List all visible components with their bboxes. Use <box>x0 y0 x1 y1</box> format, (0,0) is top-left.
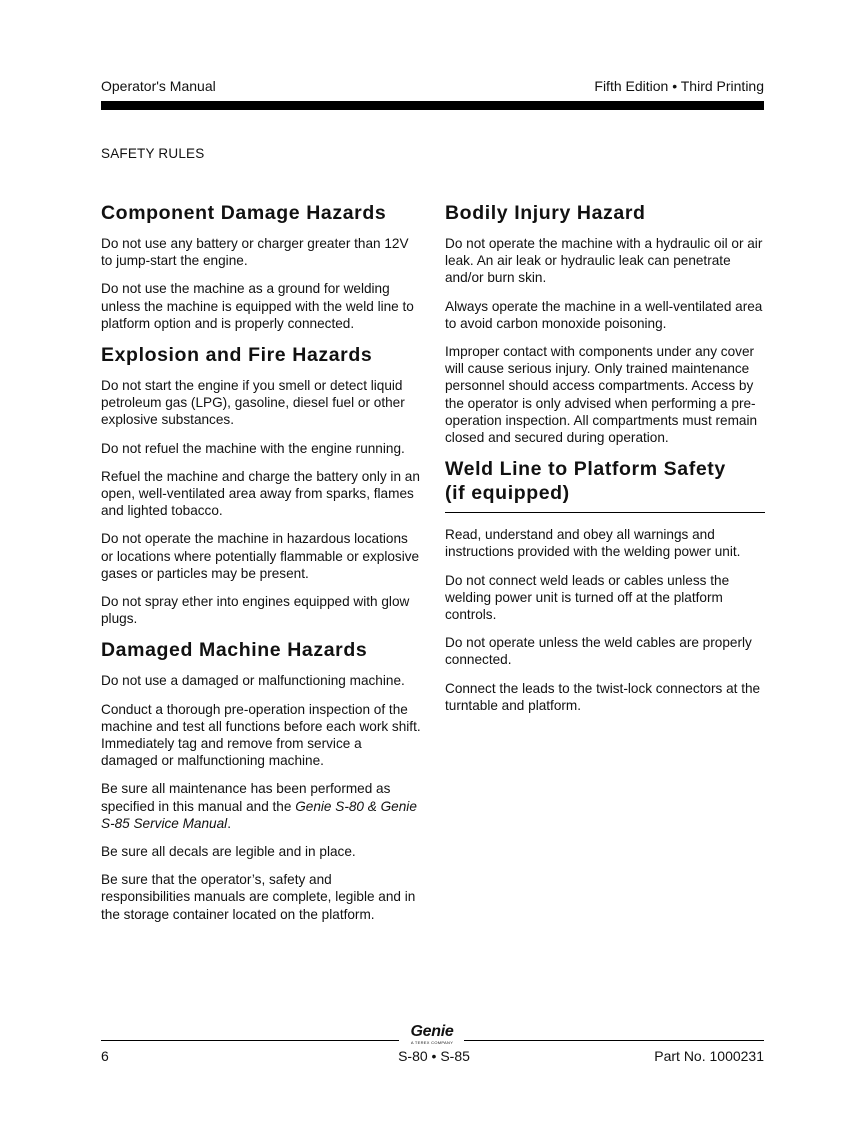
footer-rule-left <box>101 1040 399 1041</box>
weld-line-heading-line2: (if equipped) <box>445 482 570 505</box>
damaged-machine-paragraph: Be sure all decals are legible and in place. <box>101 844 356 860</box>
maintenance-text: Be sure all maintenance has been performed as specified in this manual and the <box>101 781 391 814</box>
damaged-machine-paragraph: Be sure that the operator’s, safety and responsibilities manuals are complete, legible and in the storage container located on the platform. <box>101 872 416 922</box>
genie-logo <box>400 1024 464 1045</box>
left-column <box>101 201 421 934</box>
component-damage-heading: Component Damage Hazards <box>101 202 387 224</box>
explosion-fire-paragraph: Do not operate the machine in hazardous locations or locations where potentially flammable or explosive gases or particles may be present. <box>101 531 420 581</box>
bodily-injury-paragraph: Always operate the machine in a well-ventilated area to avoid carbon monoxide poisoning. <box>445 298 763 331</box>
component-damage-paragraph: Do not use any battery or charger greater than 12V to jump-start the engine. <box>101 236 409 269</box>
page-number: 6 <box>101 1048 109 1064</box>
weld-heading-rule <box>445 512 765 513</box>
header-manual-title: Operator's Manual <box>101 78 216 94</box>
explosion-fire-paragraph: Do not start the engine if you smell or detect liquid petroleum gas (LPG), gasoline, diesel fuel or other explosive substances. <box>101 378 405 428</box>
model-label: S-80 • S-85 <box>398 1048 470 1064</box>
maintenance-text-end: . <box>227 815 231 831</box>
header-rule <box>101 101 764 110</box>
header-edition: Fifth Edition • Third Printing <box>594 78 764 94</box>
footer-rule-right <box>464 1040 764 1041</box>
genie-logo-subtext: A TEREX COMPANY <box>410 1040 454 1045</box>
explosion-fire-paragraph: Do not spray ether into engines equipped with glow plugs. <box>101 594 410 627</box>
bodily-injury-paragraph: Improper contact with components under any cover will cause serious injury. Only trained maintenance personnel should access compartments. Access by the operator is only advised when performing a pre-operation inspection. All compartments must remain closed and secured during operation. <box>445 344 758 446</box>
genie-logo-text: Genie <box>410 1023 454 1040</box>
explosion-fire-heading: Explosion and Fire Hazards <box>101 344 373 367</box>
part-number: Part No. 1000231 <box>654 1048 764 1064</box>
service-manual-title: Genie S-80 & Genie S-85 Service Manual <box>101 798 417 831</box>
weld-line-heading <box>445 457 765 505</box>
explosion-fire-paragraph: Refuel the machine and charge the battery only in an open, well-ventilated area away from sparks, flames and lighted tobacco. <box>101 468 420 519</box>
bodily-injury-paragraph: Do not operate the machine with a hydraulic oil or air leak. An air leak or hydraulic leak can penetrate and/or burn skin. <box>445 236 763 286</box>
section-label: SAFETY RULES <box>101 146 205 161</box>
damaged-machine-paragraph: Do not use a damaged or malfunctioning machine. <box>101 673 405 689</box>
weld-line-paragraph: Connect the leads to the twist-lock connectors at the turntable and platform. <box>445 680 761 713</box>
component-damage-paragraph: Do not use the machine as a ground for welding unless the machine is equipped with the weld line to platform option and is properly connected. <box>101 281 414 331</box>
damaged-machine-paragraph: Conduct a thorough pre-operation inspection of the machine and test all functions before each work shift. Immediately tag and remove from service a damaged or malfunctioning machine. <box>101 701 421 769</box>
weld-line-paragraph: Do not connect weld leads or cables unless the welding power unit is turned off at the platform controls. <box>445 572 730 623</box>
damaged-machine-paragraph <box>101 780 421 832</box>
weld-line-paragraph: Do not operate unless the weld cables are properly connected. <box>445 635 752 668</box>
damaged-machine-heading: Damaged Machine Hazards <box>101 639 368 662</box>
weld-line-paragraph: Read, understand and obey all warnings and instructions provided with the welding power unit. <box>445 527 741 560</box>
right-column <box>445 201 765 725</box>
weld-line-heading-line1: Weld Line to Platform Safety <box>445 458 726 481</box>
explosion-fire-paragraph: Do not refuel the machine with the engine running. <box>101 440 405 456</box>
bodily-injury-heading: Bodily Injury Hazard <box>445 202 646 224</box>
